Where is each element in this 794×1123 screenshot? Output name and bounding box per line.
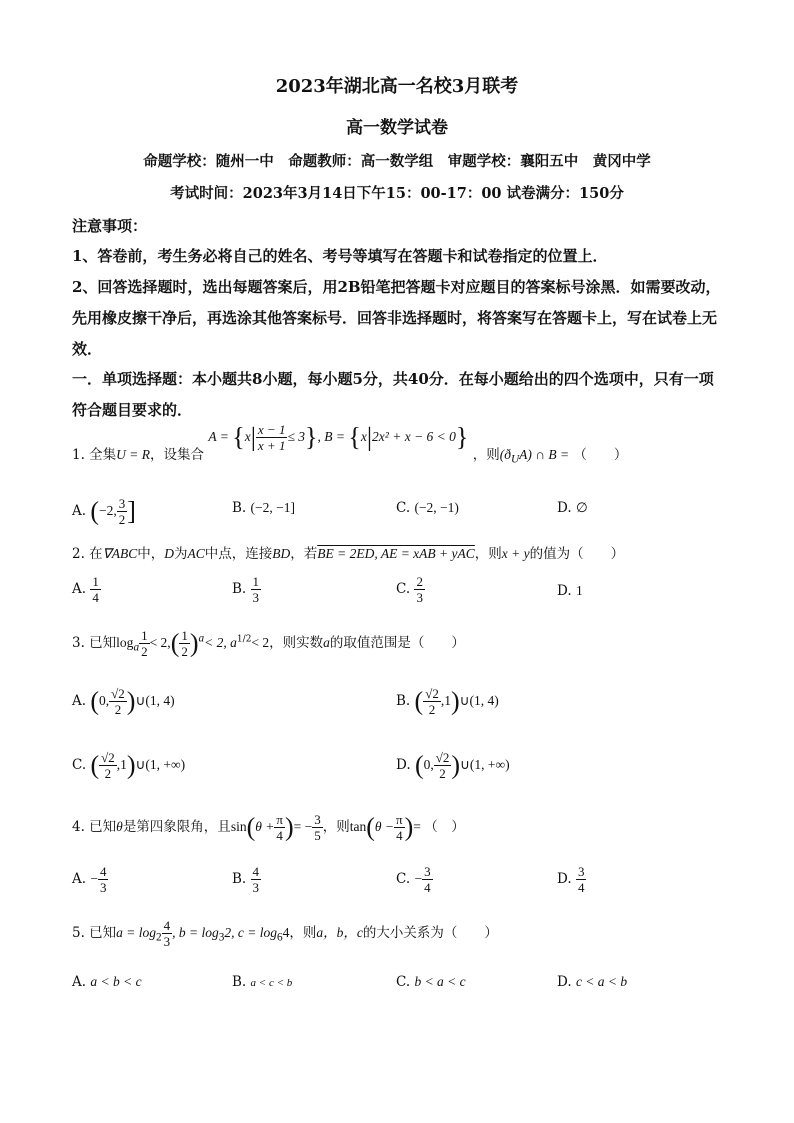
q1-expr-tail: A) ∩ B = <box>519 447 570 462</box>
q2-b-num: 1 <box>252 574 260 589</box>
q3-log: log <box>116 635 134 650</box>
q4-option-c <box>396 864 433 895</box>
q4-d-num: 3 <box>577 864 585 879</box>
q4-text-b: 是第四象限角，且 <box>122 819 231 835</box>
q3-log-base: a <box>133 641 140 654</box>
q1-expr: (ð <box>499 447 511 462</box>
option-label: C. <box>396 500 411 516</box>
q1-a-den: 2 <box>118 512 126 527</box>
q3-d-pre: 0, <box>423 757 434 772</box>
option-label: D. <box>396 757 411 773</box>
paren-open: ( <box>170 628 180 658</box>
option-label: A. <box>72 503 87 519</box>
q3-c-tail: ∪(1, +∞) <box>135 757 186 772</box>
paren-close: ) <box>284 812 294 842</box>
paren-close: ) <box>451 750 461 780</box>
section-heading <box>72 364 724 426</box>
q1-brace-close: } <box>305 422 318 452</box>
q4-3-5 <box>312 812 323 843</box>
q4-d-frac <box>576 864 587 895</box>
q4-tail: = （ ） <box>413 819 465 834</box>
q2-d-text: 1 <box>575 583 583 598</box>
q2-c-frac <box>414 574 425 605</box>
notice-body <box>72 241 724 365</box>
q4-four: 4 <box>276 828 283 843</box>
q1-answer-blank: （ ） <box>573 447 628 463</box>
q5-base-6: 6 <box>277 931 283 944</box>
q4-three: 3 <box>314 812 321 827</box>
q2-point-d: D <box>164 546 174 561</box>
q1-b-text: (−2, −1] <box>250 500 295 515</box>
exam-subtitle: 高一数学试卷 <box>346 118 448 138</box>
q1-set-a-head: A = <box>208 429 233 444</box>
q1-set-b-body: 2x² + x − 6 < 0 <box>372 429 456 444</box>
q2-a-num: 1 <box>92 574 99 589</box>
q3-b-mid: ,1 <box>440 693 451 708</box>
q1-stem-b: ，设集合 <box>150 447 205 463</box>
q2-option-b <box>232 574 261 605</box>
q4-a-frac <box>98 864 109 895</box>
q5-text-a: 5. 已知 <box>72 925 117 941</box>
q2-text-d: 中点，连接 <box>204 546 273 562</box>
q1-universal-set: U = R <box>116 447 151 462</box>
option-label: D. <box>557 974 572 990</box>
q5-option-b <box>232 974 292 990</box>
q5-c-text: b < a < c <box>414 974 466 989</box>
q2-vector-equation: BE = 2ED, AE = xAB + yAC <box>317 546 475 561</box>
q4-four-b: 4 <box>396 828 403 843</box>
q3-d-tail: ∪(1, +∞) <box>460 757 510 772</box>
q5-den: 3 <box>163 934 171 949</box>
paren-open: ( <box>414 686 424 716</box>
notice-heading: 注意事项： <box>72 217 148 235</box>
q4-c-sign: − <box>414 871 423 886</box>
q3-half-2 <box>179 628 190 659</box>
option-label: B. <box>232 500 247 516</box>
option-label: D. <box>557 871 572 887</box>
q1-set-b-var: x <box>360 429 367 444</box>
q4-a-sign: − <box>90 871 98 886</box>
q3-a-den: 2 <box>114 702 122 717</box>
q4-theta: θ <box>116 819 123 834</box>
q3-var-a: a <box>323 635 330 650</box>
q2-text-c: 为 <box>173 546 188 562</box>
q3-a-frac <box>109 686 127 717</box>
paren-close: ] <box>127 496 136 526</box>
q3-c-den: 2 <box>104 766 112 781</box>
question-4 <box>72 812 465 843</box>
q2-b-frac <box>251 574 262 605</box>
q2-segment-bd: BD <box>272 546 291 561</box>
notice-item: 1、答卷前，考生务必将自己的姓名、考号等填写在答题卡和试卷指定的位置上． <box>72 247 608 265</box>
q2-text-g: 的值为（ ） <box>529 546 625 562</box>
q2-x-plus-y: x + y <box>501 546 530 561</box>
q1-bar-b: | <box>366 422 373 452</box>
q5-option-c <box>396 974 466 990</box>
question-5 <box>72 918 498 949</box>
q1-option-a <box>72 496 136 527</box>
q4-b-num: 4 <box>252 864 260 879</box>
q5-option-d <box>557 974 627 990</box>
q5-expr-c: 2, c = log <box>224 925 278 940</box>
q2-b-den: 3 <box>252 590 260 605</box>
q3-half-num: 1 <box>141 628 148 643</box>
q5-d-text: c < a < b <box>575 974 628 989</box>
q4-pi-4b <box>394 812 405 843</box>
q4-five: 5 <box>314 828 321 843</box>
exam-title: 2023年湖北高一名校3月联考 <box>275 76 519 97</box>
q1-set-a-den: x + 1 <box>257 438 286 453</box>
q2-c-num: 2 <box>416 574 423 589</box>
q4-sin: sin <box>230 819 247 834</box>
option-label: C. <box>396 974 411 990</box>
q1-brace-open-b: { <box>348 422 361 452</box>
paren-open: ( <box>366 812 375 842</box>
q1-a-frac <box>117 496 128 527</box>
option-label: C. <box>72 757 87 773</box>
q1-option-c <box>396 500 459 516</box>
q5-base-3: 3 <box>218 931 225 944</box>
q1-stem-a: 1. 全集 <box>72 447 117 463</box>
paren-open: ( <box>414 750 424 780</box>
q1-set-a-tail: ≤ 3 <box>287 429 305 444</box>
q4-c-den: 4 <box>424 880 431 895</box>
q3-c-mid: ,1 <box>116 757 127 772</box>
q3-half2-num: 1 <box>181 628 188 643</box>
q4-option-b <box>232 864 261 895</box>
q3-lt2: < 2, <box>149 635 171 650</box>
q3-b-frac <box>423 686 441 717</box>
q1-c-text: (−2, −1) <box>414 500 459 515</box>
q4-text-a: 4. 已知 <box>72 819 117 835</box>
q4-c-frac <box>422 864 433 895</box>
paren-close: ) <box>126 686 136 716</box>
q3-a-pre: 0, <box>99 693 110 708</box>
q4-pi-4 <box>274 812 285 843</box>
q2-text-e: ，若 <box>290 546 318 562</box>
q3-lt2c: < 2 <box>251 635 270 650</box>
q5-num: 4 <box>163 918 171 933</box>
q3-lt2b: < 2, a <box>204 635 237 650</box>
q2-text-b: 中， <box>137 546 165 562</box>
q2-text-a: 2. 在 <box>72 546 103 562</box>
option-label: B. <box>232 581 247 597</box>
q4-eq-neg: = − <box>293 819 313 834</box>
q1-a-pre: −2, <box>99 503 117 518</box>
paren-open: ( <box>246 812 256 842</box>
notice-item: 2、回答选择题时，选出每题答案后，用2B铅笔把答题卡对应题目的答案标号涂黑．如需要改动，先用橡皮擦干净后，再选涂其他答案标号．回答非选择题时，将答案写在答题卡上，写在试卷上无效． <box>72 278 721 358</box>
q3-text-a: 3. 已知 <box>72 635 117 651</box>
q3-option-d <box>396 750 510 781</box>
q3-option-b <box>396 686 499 717</box>
q3-exp-frac: 1/2 <box>236 634 252 645</box>
q4-b-den: 3 <box>252 880 260 895</box>
paren-open: ( <box>90 496 100 526</box>
q2-a-frac <box>90 574 101 605</box>
paren-open: ( <box>90 686 100 716</box>
q4-text-c: ，则 <box>322 819 350 835</box>
q3-half2-den: 2 <box>181 644 188 659</box>
option-label: A. <box>72 693 87 709</box>
q4-a-den: 3 <box>99 880 107 895</box>
q5-expr-d: 4 <box>282 925 290 940</box>
question-1 <box>72 422 628 471</box>
q2-segment-ac: AC <box>187 546 205 561</box>
q2-option-d <box>557 583 583 599</box>
q4-inner-b: θ − <box>374 819 395 834</box>
q3-b-tail: ∪(1, 4) <box>459 693 499 708</box>
q2-triangle: ∇ABC <box>102 546 138 561</box>
paren-close: ) <box>189 628 199 658</box>
q3-b-num: √2 <box>425 686 439 701</box>
q1-expr-sub: U <box>510 453 520 466</box>
q1-brace-open: { <box>232 422 245 452</box>
q3-exp-num: 1 <box>236 634 243 645</box>
q4-option-d <box>557 864 586 895</box>
q3-exp-a: a <box>198 632 205 645</box>
q1-set-a-frac <box>256 422 288 453</box>
q3-half-den: 2 <box>141 644 148 659</box>
q5-base-2: 2 <box>156 931 162 944</box>
q3-a-tail: ∪(1, 4) <box>135 693 175 708</box>
paren-close: ) <box>126 750 136 780</box>
option-label: A. <box>72 581 87 597</box>
q3-b-den: 2 <box>428 702 436 717</box>
q4-option-a <box>72 864 108 895</box>
q5-a-text: a < b < c <box>90 974 142 989</box>
option-label: D. <box>557 500 572 516</box>
section-title: 一．单项选择题：本小题共8小题，每小题5分，共40分．在每小题给出的四个选项中，只有一项符合题目要求的． <box>72 370 714 419</box>
option-label: B. <box>396 693 411 709</box>
q2-text-f: ，则 <box>474 546 502 562</box>
q1-bar: | <box>250 422 256 452</box>
q1-set-a-num: x − 1 <box>257 422 286 437</box>
q1-option-d <box>557 500 588 516</box>
q3-option-a <box>72 686 175 717</box>
q3-a-num: √2 <box>111 686 125 701</box>
option-label: D. <box>557 583 572 599</box>
q3-c-num: √2 <box>101 750 115 765</box>
q1-stem-c: ，则 <box>472 447 500 463</box>
option-label: B. <box>232 974 247 990</box>
exam-time-info: 考试时间：2023年3月14日下午15：00-17：00 试卷满分：150分 <box>170 185 624 202</box>
q4-pi-b: π <box>396 812 403 827</box>
q5-b-text: a < c < b <box>250 977 293 989</box>
q3-half <box>139 628 150 659</box>
q3-d-frac <box>434 750 452 781</box>
paren-close: ) <box>450 686 460 716</box>
q2-option-a <box>72 574 101 605</box>
q5-expr-b: , b = log <box>172 925 219 940</box>
q1-brace-close-b: } <box>455 422 469 452</box>
exam-setter-info: 命题学校：随州一中 命题教师：高一数学组 审题学校：襄阳五中 黄冈中学 <box>143 153 651 170</box>
q1-set-a-var: x <box>244 429 251 444</box>
q3-d-den: 2 <box>439 766 446 781</box>
q3-text-b: ，则实数 <box>269 635 324 651</box>
q1-set-b-head: , B = <box>317 429 349 444</box>
paren-open: ( <box>90 750 100 780</box>
q5-frac <box>162 918 173 949</box>
q4-c-num: 3 <box>424 864 431 879</box>
q3-option-c <box>72 750 185 781</box>
q5-text-c: 的大小关系为（ ） <box>362 925 498 941</box>
question-2 <box>72 542 624 562</box>
q5-option-a <box>72 974 142 990</box>
option-label: C. <box>396 871 411 887</box>
option-label: B. <box>232 871 247 887</box>
q4-pi: π <box>276 812 283 827</box>
paren-close: ) <box>404 812 414 842</box>
q5-text-b: ，则 <box>289 925 317 941</box>
q4-tan: tan <box>349 819 367 834</box>
q4-a-num: 4 <box>99 864 107 879</box>
q3-text-c: 的取值范围是（ ） <box>329 635 465 651</box>
q1-sets <box>208 422 472 453</box>
q1-option-b <box>232 500 295 516</box>
q1-a-num: 3 <box>118 496 126 511</box>
q2-c-den: 3 <box>416 590 423 605</box>
option-label: A. <box>72 974 87 990</box>
q5-expr-a: a = log <box>116 925 157 940</box>
q2-a-den: 4 <box>92 590 99 605</box>
q4-d-den: 4 <box>577 880 585 895</box>
q4-inner-a: θ + <box>255 819 275 834</box>
q4-b-frac <box>251 864 262 895</box>
option-label: C. <box>396 581 411 597</box>
q2-option-c <box>396 574 425 605</box>
option-label: A. <box>72 871 87 887</box>
q3-d-num: √2 <box>435 750 450 765</box>
q3-c-frac <box>99 750 117 781</box>
q5-abc: a，b，c <box>316 925 363 940</box>
q3-exp-den: 2 <box>245 634 252 645</box>
question-3 <box>72 628 465 659</box>
q1-d-text: ∅ <box>575 500 588 515</box>
